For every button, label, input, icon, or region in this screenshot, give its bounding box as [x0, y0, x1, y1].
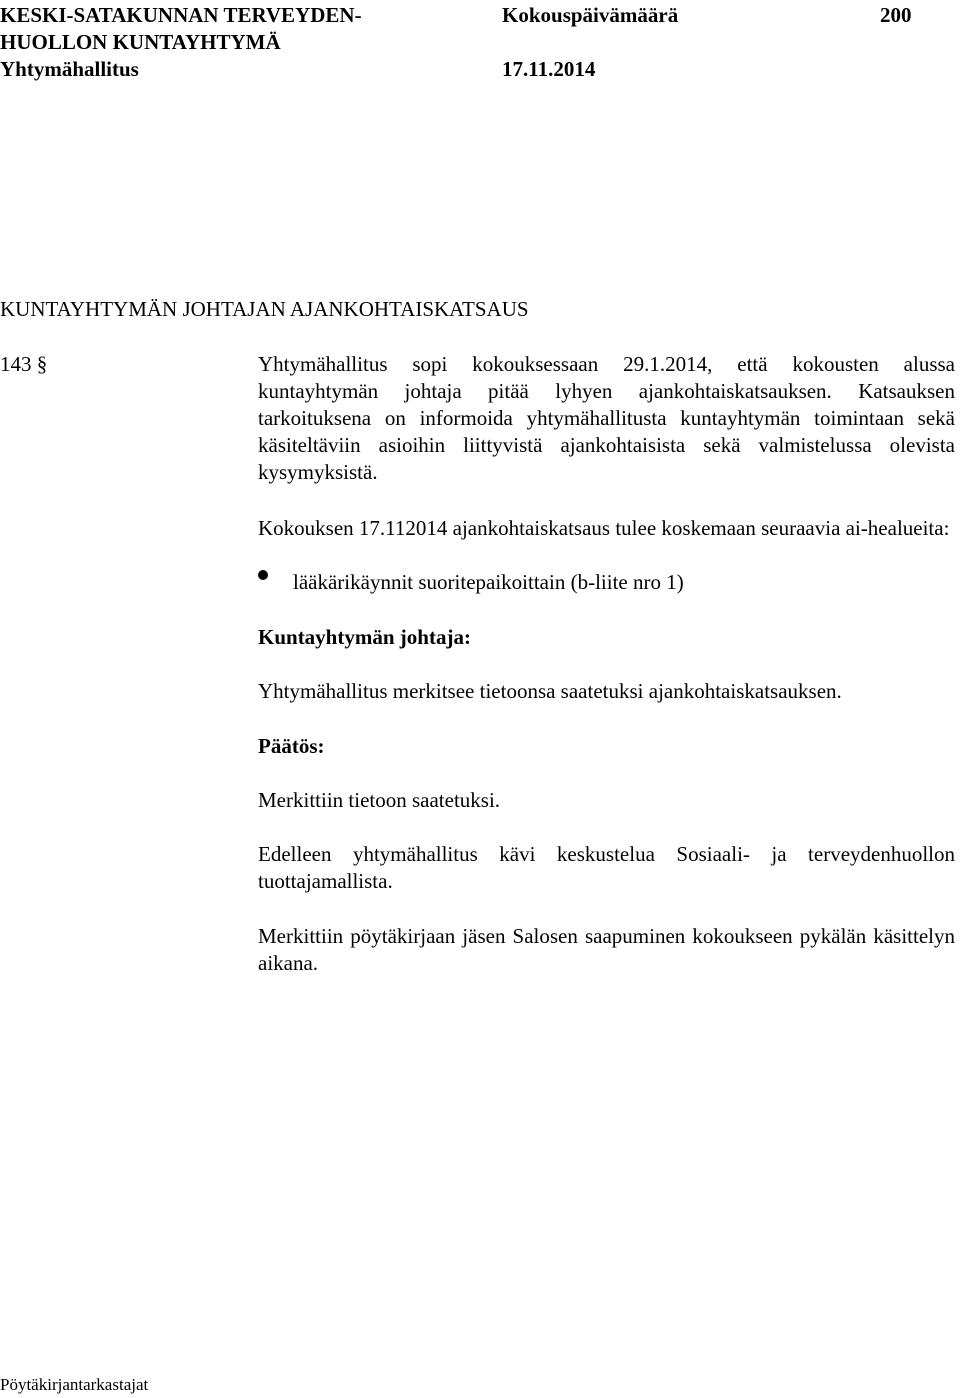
meeting-date-label: Kokouspäivämäärä: [502, 3, 679, 27]
organization-name-line2: HUOLLON KUNTAYHTYMÄ: [0, 30, 281, 54]
page-number: 200: [880, 3, 912, 27]
decision-heading: Päätös:: [258, 734, 325, 758]
topics-intro-paragraph: Kokouksen 17.112014 ajankohtaiskatsaus tulee koskemaan seuraavia ai-healueita:: [258, 516, 950, 540]
proposal-heading: Kuntayhtymän johtaja:: [258, 625, 471, 649]
section-number: [0, 351, 47, 378]
body-name: Yhtymähallitus: [0, 57, 139, 81]
list-item: lääkärikäynnit suoritepaikoittain (b-liite nro 1): [293, 570, 684, 594]
section-symbol: §: [36, 352, 48, 376]
discussion-paragraph: Edelleen yhtymähallitus kävi keskustelua Sosiaali- ja terveydenhuollon tuottajamallista.: [258, 842, 955, 893]
proposal-text: Yhtymähallitus merkitsee tietoonsa saatetuksi ajankohtaiskatsauksen.: [258, 679, 842, 703]
organization-name-line1: KESKI-SATAKUNNAN TERVEYDEN-: [0, 3, 362, 27]
section-number-value: 143: [0, 352, 32, 376]
intro-paragraph: Yhtymähallitus sopi kokouksessaan 29.1.2014, että kokousten alussa kuntayhtymän johtaja pitää lyhyen ajankohtaiskatsauksen. Katsauksen tarkoituksena on informoida yhtymähallitusta kuntayhtymän toimintaan sekä käsiteltäviin asioihin liittyvistä ajankohtaisista sekä valmistelussa olevista kysymyksistä.: [258, 352, 955, 484]
minutes-note-paragraph: Merkittiin pöytäkirjaan jäsen Salosen saapuminen kokoukseen pykälän käsittelyn aikana.: [258, 924, 955, 975]
meeting-date: 17.11.2014: [502, 57, 596, 81]
bullet-icon: [258, 570, 268, 580]
footer-label: Pöytäkirjantarkastajat: [0, 1375, 149, 1394]
section-title: KUNTAYHTYMÄN JOHTAJAN AJANKOHTAISKATSAUS: [0, 297, 529, 321]
decision-text: Merkittiin tietoon saatetuksi.: [258, 788, 501, 812]
